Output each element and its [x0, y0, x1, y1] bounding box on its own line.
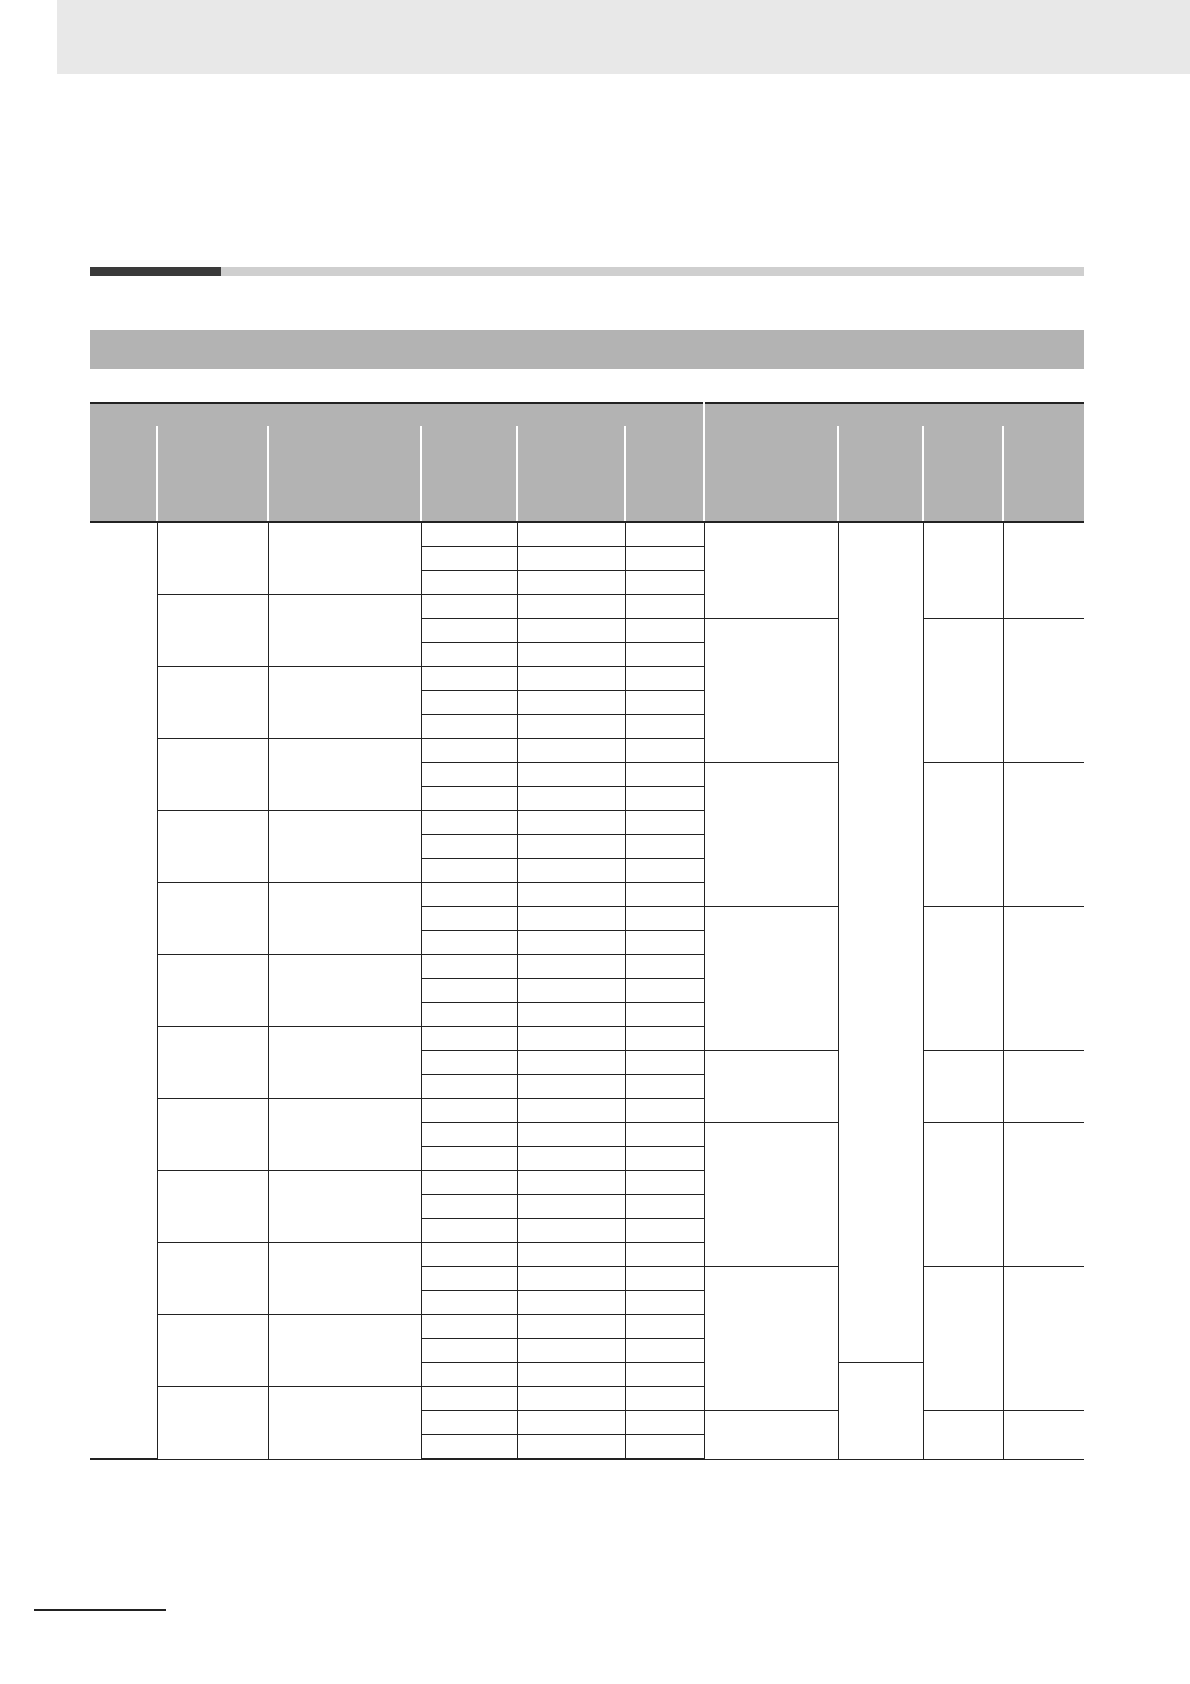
table-cell	[625, 1027, 704, 1051]
table-cell	[421, 787, 517, 811]
table-cell	[268, 595, 421, 667]
table-cell	[517, 619, 625, 643]
table-cell	[625, 1171, 704, 1195]
table-cell	[1003, 1123, 1084, 1267]
page-header-band	[57, 0, 1190, 74]
table-cell	[1003, 907, 1084, 1051]
table-cell	[625, 1123, 704, 1147]
section-rule-track	[221, 267, 1084, 276]
table-cell	[517, 1267, 625, 1291]
table-cell	[625, 1051, 704, 1075]
table-cell	[838, 1363, 923, 1460]
table-cell	[268, 955, 421, 1027]
table-cell	[517, 787, 625, 811]
table-cell	[517, 1171, 625, 1195]
table-cell	[517, 715, 625, 739]
table-cell	[625, 715, 704, 739]
table-cell	[625, 643, 704, 667]
table-cell	[517, 979, 625, 1003]
table-cell	[268, 522, 421, 595]
table-cell	[421, 739, 517, 763]
table-cell	[421, 811, 517, 835]
table-cell	[421, 1339, 517, 1363]
table-cell	[421, 691, 517, 715]
table-cell	[704, 1267, 838, 1411]
table-cell	[625, 1147, 704, 1171]
table-cell	[421, 547, 517, 571]
table-cell	[517, 931, 625, 955]
table-cell	[157, 522, 268, 595]
table-cell	[1003, 619, 1084, 763]
table-cell	[517, 763, 625, 787]
column-header-1	[90, 426, 157, 522]
column-header-7	[704, 426, 838, 522]
table-cell	[421, 1387, 517, 1411]
table-cell	[421, 1219, 517, 1243]
table-cell	[268, 1171, 421, 1243]
table-cell	[90, 522, 157, 1459]
table-cell	[625, 1339, 704, 1363]
table-cell	[517, 1051, 625, 1075]
table-row	[90, 522, 1084, 547]
table-cell	[517, 691, 625, 715]
table-cell	[517, 522, 625, 547]
column-header-5	[517, 426, 625, 522]
table-cell	[421, 955, 517, 979]
table-cell	[421, 1195, 517, 1219]
table-cell	[517, 1315, 625, 1339]
spec-table	[90, 402, 1084, 1460]
table-cell	[157, 739, 268, 811]
table-cell	[421, 907, 517, 931]
table-cell	[625, 763, 704, 787]
table-cell	[517, 739, 625, 763]
table-cell	[421, 1411, 517, 1435]
table-cell	[268, 1099, 421, 1171]
table-cell	[157, 883, 268, 955]
table-cell	[268, 1027, 421, 1099]
table-cell	[157, 1099, 268, 1171]
table-cell	[923, 1411, 1003, 1460]
group-header-row	[90, 403, 1084, 426]
table-cell	[421, 619, 517, 643]
table-cell	[517, 1435, 625, 1460]
table-cell	[625, 1387, 704, 1411]
table-cell	[517, 547, 625, 571]
table-cell	[421, 1243, 517, 1267]
column-header-9	[923, 426, 1003, 522]
table-cell	[421, 979, 517, 1003]
table-cell	[517, 811, 625, 835]
column-header-3	[268, 426, 421, 522]
table-cell	[421, 1435, 517, 1460]
table-cell	[421, 1051, 517, 1075]
table-cell	[421, 1003, 517, 1027]
table-cell	[625, 1099, 704, 1123]
table-cell	[517, 1243, 625, 1267]
table-cell	[421, 883, 517, 907]
table-cell	[1003, 522, 1084, 619]
table-cell	[157, 1387, 268, 1460]
table-cell	[421, 1027, 517, 1051]
table-title	[90, 330, 1084, 346]
table-cell	[268, 739, 421, 811]
table-cell	[625, 955, 704, 979]
table-cell	[421, 571, 517, 595]
table-cell	[625, 691, 704, 715]
table-cell	[421, 1099, 517, 1123]
spec-table-body	[90, 522, 1084, 1459]
table-cell	[625, 907, 704, 931]
table-cell	[625, 1435, 704, 1460]
column-header-10	[1003, 426, 1084, 522]
table-cell	[625, 883, 704, 907]
table-cell	[421, 1171, 517, 1195]
table-cell	[268, 1387, 421, 1460]
table-cell	[421, 763, 517, 787]
table-cell	[923, 522, 1003, 619]
table-cell	[625, 931, 704, 955]
table-cell	[517, 1003, 625, 1027]
table-cell	[517, 907, 625, 931]
table-cell	[704, 522, 838, 619]
table-cell	[625, 547, 704, 571]
table-cell	[625, 1243, 704, 1267]
table-cell	[517, 1147, 625, 1171]
table-cell	[517, 1075, 625, 1099]
table-cell	[517, 1363, 625, 1387]
table-cell	[923, 907, 1003, 1051]
table-cell	[625, 1291, 704, 1315]
table-cell	[704, 907, 838, 1051]
table-cell	[268, 811, 421, 883]
table-cell	[421, 595, 517, 619]
column-header-8	[838, 426, 923, 522]
table-cell	[157, 595, 268, 667]
table-cell	[157, 1171, 268, 1243]
table-cell	[157, 811, 268, 883]
group-header-left	[90, 403, 704, 426]
table-cell	[421, 931, 517, 955]
table-cell	[625, 1075, 704, 1099]
table-cell	[517, 859, 625, 883]
table-cell	[625, 859, 704, 883]
table-cell	[421, 643, 517, 667]
table-cell	[157, 955, 268, 1027]
table-cell	[625, 1219, 704, 1243]
table-cell	[517, 595, 625, 619]
table-cell	[421, 715, 517, 739]
table-cell	[923, 763, 1003, 907]
table-cell	[625, 1363, 704, 1387]
table-cell	[704, 1123, 838, 1267]
table-cell	[923, 1267, 1003, 1411]
table-cell	[517, 1123, 625, 1147]
table-cell	[517, 955, 625, 979]
table-cell	[268, 1243, 421, 1315]
table-cell	[625, 619, 704, 643]
table-cell	[923, 1123, 1003, 1267]
table-cell	[923, 1051, 1003, 1123]
table-cell	[625, 1003, 704, 1027]
table-cell	[625, 1267, 704, 1291]
table-cell	[268, 667, 421, 739]
table-cell	[1003, 1411, 1084, 1460]
table-cell	[421, 1291, 517, 1315]
table-cell	[625, 811, 704, 835]
table-cell	[517, 1099, 625, 1123]
table-cell	[421, 1147, 517, 1171]
table-cell	[157, 1027, 268, 1099]
table-cell	[517, 643, 625, 667]
table-cell	[517, 667, 625, 691]
table-cell	[625, 571, 704, 595]
table-title-bar	[90, 330, 1084, 369]
table-cell	[1003, 1051, 1084, 1123]
table-cell	[625, 667, 704, 691]
table-cell	[421, 1267, 517, 1291]
column-header-6	[625, 426, 704, 522]
table-cell	[625, 739, 704, 763]
table-cell	[838, 522, 923, 1363]
section-heading-rule	[90, 267, 1084, 276]
table-cell	[421, 1123, 517, 1147]
table-cell	[625, 595, 704, 619]
table-cell	[157, 1243, 268, 1315]
table-cell	[704, 763, 838, 907]
table-cell	[421, 522, 517, 547]
table-cell	[517, 1411, 625, 1435]
table-cell	[517, 1219, 625, 1243]
table-cell	[517, 571, 625, 595]
table-cell	[625, 787, 704, 811]
table-cell	[704, 1411, 838, 1460]
table-cell	[517, 1339, 625, 1363]
table-cell	[625, 1315, 704, 1339]
table-cell	[1003, 763, 1084, 907]
table-cell	[421, 667, 517, 691]
table-cell	[704, 619, 838, 763]
table-cell	[1003, 1267, 1084, 1411]
table-cell	[517, 1291, 625, 1315]
column-header-row	[90, 426, 1084, 522]
table-cell	[268, 883, 421, 955]
footer-rule	[34, 1609, 166, 1611]
section-rule-accent	[90, 267, 221, 276]
table-cell	[517, 1387, 625, 1411]
group-header-right	[704, 403, 1084, 426]
table-cell	[517, 1195, 625, 1219]
table-cell	[704, 1051, 838, 1123]
table-cell	[625, 979, 704, 1003]
column-header-2	[157, 426, 268, 522]
table-cell	[517, 1027, 625, 1051]
table-cell	[625, 1195, 704, 1219]
table-cell	[421, 835, 517, 859]
table-cell	[517, 835, 625, 859]
table-cell	[625, 835, 704, 859]
table-cell	[421, 859, 517, 883]
table-cell	[421, 1315, 517, 1339]
table-cell	[421, 1363, 517, 1387]
table-cell	[421, 1075, 517, 1099]
table-cell	[923, 619, 1003, 763]
table-cell	[625, 522, 704, 547]
column-header-4	[421, 426, 517, 522]
table-cell	[268, 1315, 421, 1387]
table-cell	[625, 1411, 704, 1435]
table-cell	[517, 883, 625, 907]
table-cell	[157, 1315, 268, 1387]
table-cell	[157, 667, 268, 739]
